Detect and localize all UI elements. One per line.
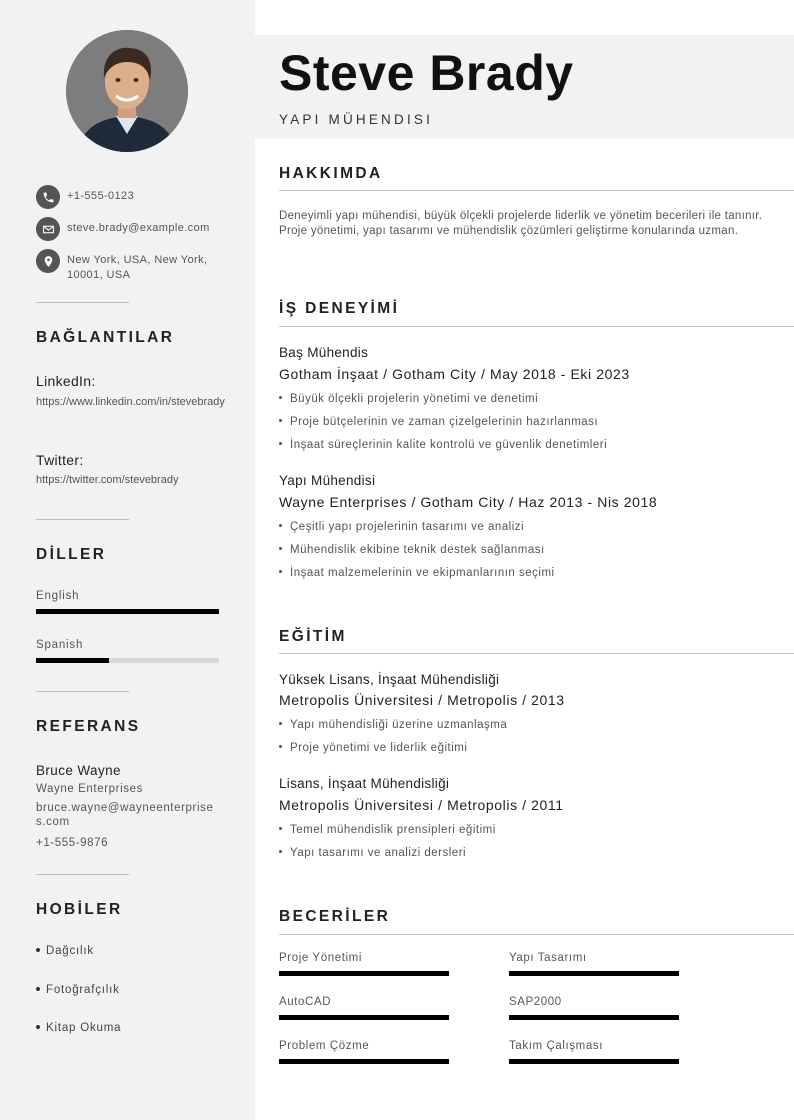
skill-level-fill — [509, 971, 679, 976]
bullet-text: İnşaat süreçlerinin kalite kontrolü ve güvenlik denetimleri — [290, 439, 608, 451]
skill-name: Takım Çalışması — [509, 1040, 603, 1052]
language-level-fill — [36, 609, 219, 614]
hobby-item — [36, 1022, 121, 1034]
skills-heading: BECERİLER — [279, 908, 391, 925]
language-name: English — [36, 590, 80, 602]
reference-company: Wayne Enterprises — [36, 783, 143, 795]
language-level-bar — [36, 658, 219, 663]
education-bullet — [279, 719, 507, 731]
twitter-label: Twitter: — [36, 452, 84, 468]
language-level-fill — [36, 658, 109, 663]
job-bullet — [279, 521, 524, 533]
job-bullet — [279, 544, 545, 556]
skill-level-bar — [279, 971, 449, 976]
job-bullet — [279, 416, 598, 428]
bullet-dot-icon — [36, 948, 40, 952]
bullet-dot-icon — [279, 827, 282, 830]
bullet-dot-icon — [279, 570, 282, 573]
bullet-dot-icon — [36, 987, 40, 991]
hobbies-heading: HOBİLER — [36, 901, 123, 918]
about-heading: HAKKIMDA — [279, 165, 383, 182]
contact-email — [36, 217, 236, 241]
contact-phone — [36, 185, 236, 209]
hobby-label: Fotoğrafçılık — [46, 984, 120, 996]
bullet-text: İnşaat malzemelerinin ve ekipmanlarının seçimi — [290, 567, 555, 579]
job-bullet — [279, 439, 607, 451]
bullet-text: Proje bütçelerinin ve zaman çizelgelerinin hazırlanması — [290, 416, 599, 428]
experience-heading: İŞ DENEYİMİ — [279, 300, 400, 317]
reference-phone[interactable]: +1-555-9876 — [36, 837, 109, 849]
reference-name: Bruce Wayne — [36, 763, 121, 778]
reference-email[interactable]: bruce.wayne@wayneenterprises.com — [36, 802, 214, 828]
job-entry-title: Yapı Mühendisi — [279, 473, 376, 488]
job-bullet — [279, 567, 555, 579]
candidate-name: Steve Brady — [279, 45, 574, 101]
education-entry-title: Lisans, İnşaat Mühendisliği — [279, 776, 450, 791]
hobby-label: Dağcılık — [46, 945, 94, 957]
linkedin-label: LinkedIn: — [36, 373, 96, 389]
references-heading: REFERANS — [36, 718, 141, 735]
education-entry-title: Yüksek Lisans, İnşaat Mühendisliği — [279, 672, 500, 687]
phone-icon — [36, 185, 60, 209]
bullet-dot-icon — [279, 419, 282, 422]
language-level-bar — [36, 609, 219, 614]
email-text[interactable]: steve.brady@example.com — [67, 222, 210, 234]
skill-level-fill — [279, 971, 449, 976]
bullet-text: Yapı tasarımı ve analizi dersleri — [290, 847, 467, 859]
bullet-dot-icon — [279, 722, 282, 725]
bullet-text: Yapı mühendisliği üzerine uzmanlaşma — [290, 719, 508, 731]
job-entry-subtitle: Gotham İnşaat / Gotham City / May 2018 - Eki 2023 — [279, 366, 630, 382]
skill-name: Yapı Tasarımı — [509, 952, 587, 964]
job-title: YAPI MÜHENDISI — [279, 112, 434, 127]
bullet-text: Temel mühendislik prensipleri eğitimi — [290, 824, 496, 836]
education-entry-subtitle: Metropolis Üniversitesi / Metropolis / 2013 — [279, 692, 565, 708]
hobby-item — [36, 984, 120, 996]
address-text: New York, USA, New York, 10001, USA — [67, 254, 208, 281]
contact-address — [36, 249, 236, 283]
skill-level-bar — [509, 971, 679, 976]
education-heading: EĞİTİM — [279, 628, 347, 645]
contact-info — [36, 185, 236, 291]
sidebar-divider — [36, 302, 129, 303]
job-entry-subtitle: Wayne Enterprises / Gotham City / Haz 2013 - Nis 2018 — [279, 494, 658, 510]
bullet-text: Mühendislik ekibine teknik destek sağlanması — [290, 544, 545, 556]
profile-photo — [66, 30, 188, 152]
section-rule — [279, 934, 794, 935]
section-rule — [279, 326, 794, 327]
bullet-text: Büyük ölçekli projelerin yönetimi ve denetimi — [290, 393, 539, 405]
job-bullet — [279, 393, 538, 405]
education-bullet — [279, 847, 466, 859]
skill-level-bar — [509, 1059, 679, 1064]
languages-heading: DİLLER — [36, 546, 107, 563]
linkedin-url[interactable]: https://www.linkedin.com/in/stevebrady — [36, 396, 225, 408]
bullet-dot-icon — [279, 547, 282, 550]
education-entry-subtitle: Metropolis Üniversitesi / Metropolis / 2011 — [279, 797, 564, 813]
skill-level-bar — [279, 1015, 449, 1020]
job-entry-title: Baş Mühendis — [279, 345, 369, 360]
email-icon — [36, 217, 60, 241]
skill-name: SAP2000 — [509, 996, 562, 1008]
section-rule — [279, 190, 794, 191]
bullet-dot-icon — [279, 524, 282, 527]
sidebar-divider — [36, 874, 129, 875]
skill-level-fill — [509, 1015, 679, 1020]
section-rule — [279, 653, 794, 654]
bullet-dot-icon — [36, 1025, 40, 1029]
skill-level-fill — [279, 1059, 449, 1064]
hobby-item — [36, 945, 94, 957]
sidebar-divider — [36, 519, 129, 520]
sidebar-divider — [36, 691, 129, 692]
skill-name: Problem Çözme — [279, 1040, 370, 1052]
education-bullet — [279, 742, 467, 754]
sidebar — [0, 0, 255, 1120]
skill-name: Proje Yönetimi — [279, 952, 362, 964]
location-pin-icon — [36, 249, 60, 273]
bullet-text: Proje yönetimi ve liderlik eğitimi — [290, 742, 468, 754]
skill-level-fill — [279, 1015, 449, 1020]
education-bullet — [279, 824, 496, 836]
twitter-url[interactable]: https://twitter.com/stevebrady — [36, 474, 179, 486]
bullet-text: Çeşitli yapı projelerinin tasarımı ve analizi — [290, 521, 525, 533]
skill-level-fill — [509, 1059, 679, 1064]
links-heading: BAĞLANTILAR — [36, 329, 175, 346]
language-name: Spanish — [36, 639, 84, 651]
skill-level-bar — [279, 1059, 449, 1064]
about-text: Deneyimli yapı mühendisi, büyük ölçekli projelerde liderlik ve yönetim becerileri ile tanınır. Proje yönetimi, yapı tasarımı ve mühendislik çözümleri geliştirme konularında uzman. — [279, 210, 763, 237]
bullet-dot-icon — [279, 745, 282, 748]
hobby-label: Kitap Okuma — [46, 1022, 122, 1034]
bullet-dot-icon — [279, 396, 282, 399]
skill-level-bar — [509, 1015, 679, 1020]
bullet-dot-icon — [279, 442, 282, 445]
bullet-dot-icon — [279, 850, 282, 853]
phone-text[interactable]: +1-555-0123 — [67, 190, 135, 202]
skill-name: AutoCAD — [279, 996, 332, 1008]
avatar — [66, 30, 188, 152]
